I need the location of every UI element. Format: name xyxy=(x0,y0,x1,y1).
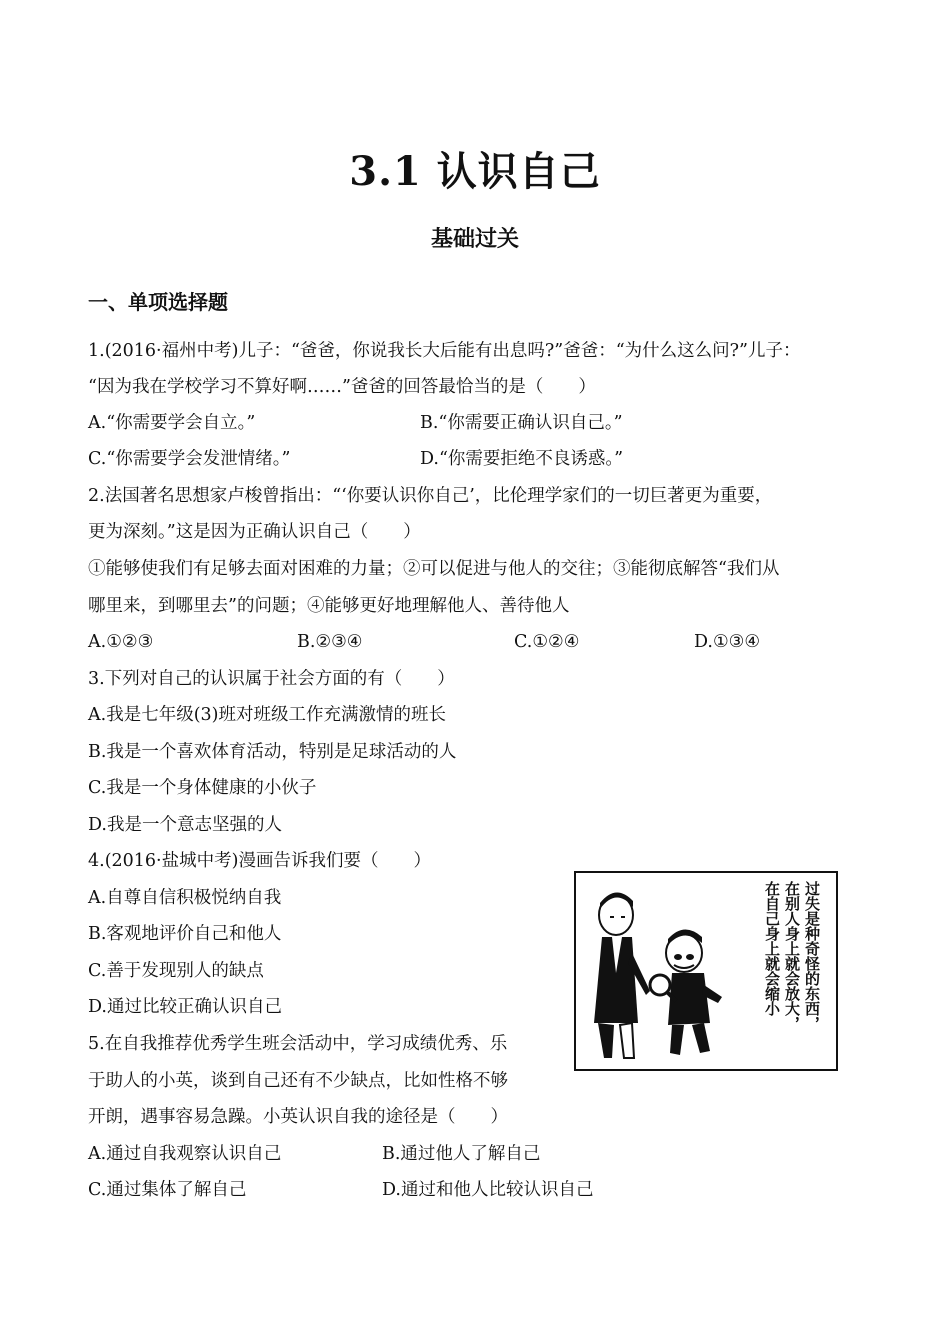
q2-stem-line2: 更为深刻。”这是因为正确认识自己（ ） xyxy=(88,522,421,542)
tall-figure xyxy=(594,892,650,1058)
short-figure xyxy=(650,929,722,1055)
q2-stem-line3: ①能够使我们有足够去面对困难的力量；②可以促进与他人的交往；③能彻底解答“我们从 xyxy=(88,559,780,579)
q4-option-c: C.善于发现别人的缺点 xyxy=(88,961,264,981)
q1-option-a: A.“你需要学会自立。” xyxy=(88,413,256,433)
q3-option-c: C.我是一个身体健康的小伙子 xyxy=(88,778,317,798)
q4-option-a: A.自尊自信积极悦纳自我 xyxy=(88,888,282,908)
q3-option-a: A.我是七年级(3)班对班级工作充满激情的班长 xyxy=(88,705,446,725)
q1-stem-line1: 1.(2016·福州中考)儿子：“爸爸，你说我长大后能有出息吗?”爸爸：“为什么这么问?”儿子： xyxy=(88,341,801,361)
q5-option-d: D.通过和他人比较认识自己 xyxy=(382,1180,594,1200)
section-heading: 一、单项选择题 xyxy=(88,290,228,314)
q5-option-c: C.通过集体了解自己 xyxy=(88,1180,247,1200)
q2-stem-line4: 哪里来，到哪里去”的问题；④能够更好地理解他人、善待他人 xyxy=(88,596,570,616)
q4-option-d: D.通过比较正确认识自己 xyxy=(88,997,282,1017)
q2-option-c: C.①②④ xyxy=(514,632,580,652)
q5-stem-line2: 于助人的小英，谈到自己还有不少缺点，比如性格不够 xyxy=(88,1071,508,1091)
q3-option-b: B.我是一个喜欢体育活动，特别是足球活动的人 xyxy=(88,742,457,762)
q5-stem-line1: 5.在自我推荐优秀学生班会活动中，学习成绩优秀、乐 xyxy=(88,1034,508,1054)
q2-option-d: D.①③④ xyxy=(694,632,761,652)
q3-option-d: D.我是一个意志坚强的人 xyxy=(88,815,282,835)
cartoon-caption-col1: 过失是种奇怪的东西， xyxy=(803,881,821,1031)
cartoon-caption-col3: 在自己身上就会缩小 xyxy=(763,881,781,1016)
q1-option-b: B.“你需要正确认识自己。” xyxy=(420,413,623,433)
q4-stem: 4.(2016·盐城中考)漫画告诉我们要（ ） xyxy=(88,851,431,871)
q2-stem-line1: 2.法国著名思想家卢梭曾指出：“‘你要认识你自己’，比伦理学家们的一切巨著更为重要， xyxy=(88,486,773,506)
cartoon-image xyxy=(574,871,838,1071)
q5-stem-line3: 开朗，遇事容易急躁。小英认识自我的途径是（ ） xyxy=(88,1107,508,1127)
q2-option-b: B.②③④ xyxy=(297,632,363,652)
q5-option-b: B.通过他人了解自己 xyxy=(382,1144,541,1164)
q4-option-b: B.客观地评价自己和他人 xyxy=(88,924,282,944)
page-title: 3.1 认识自己 xyxy=(349,148,601,195)
q2-option-a: A.①②③ xyxy=(88,632,154,652)
cartoon-caption-col2: 在别人身上就会放大， xyxy=(783,881,801,1031)
q1-option-c: C.“你需要学会发泄情绪。” xyxy=(88,449,291,469)
q5-option-a: A.通过自我观察认识自己 xyxy=(88,1144,282,1164)
q1-stem-line2: “因为我在学校学习不算好啊……”爸爸的回答最恰当的是（ ） xyxy=(88,377,596,397)
page-subtitle: 基础过关 xyxy=(430,226,519,252)
q3-stem: 3.下列对自己的认识属于社会方面的有（ ） xyxy=(88,669,455,689)
q1-option-d: D.“你需要拒绝不良诱惑。” xyxy=(420,449,624,469)
